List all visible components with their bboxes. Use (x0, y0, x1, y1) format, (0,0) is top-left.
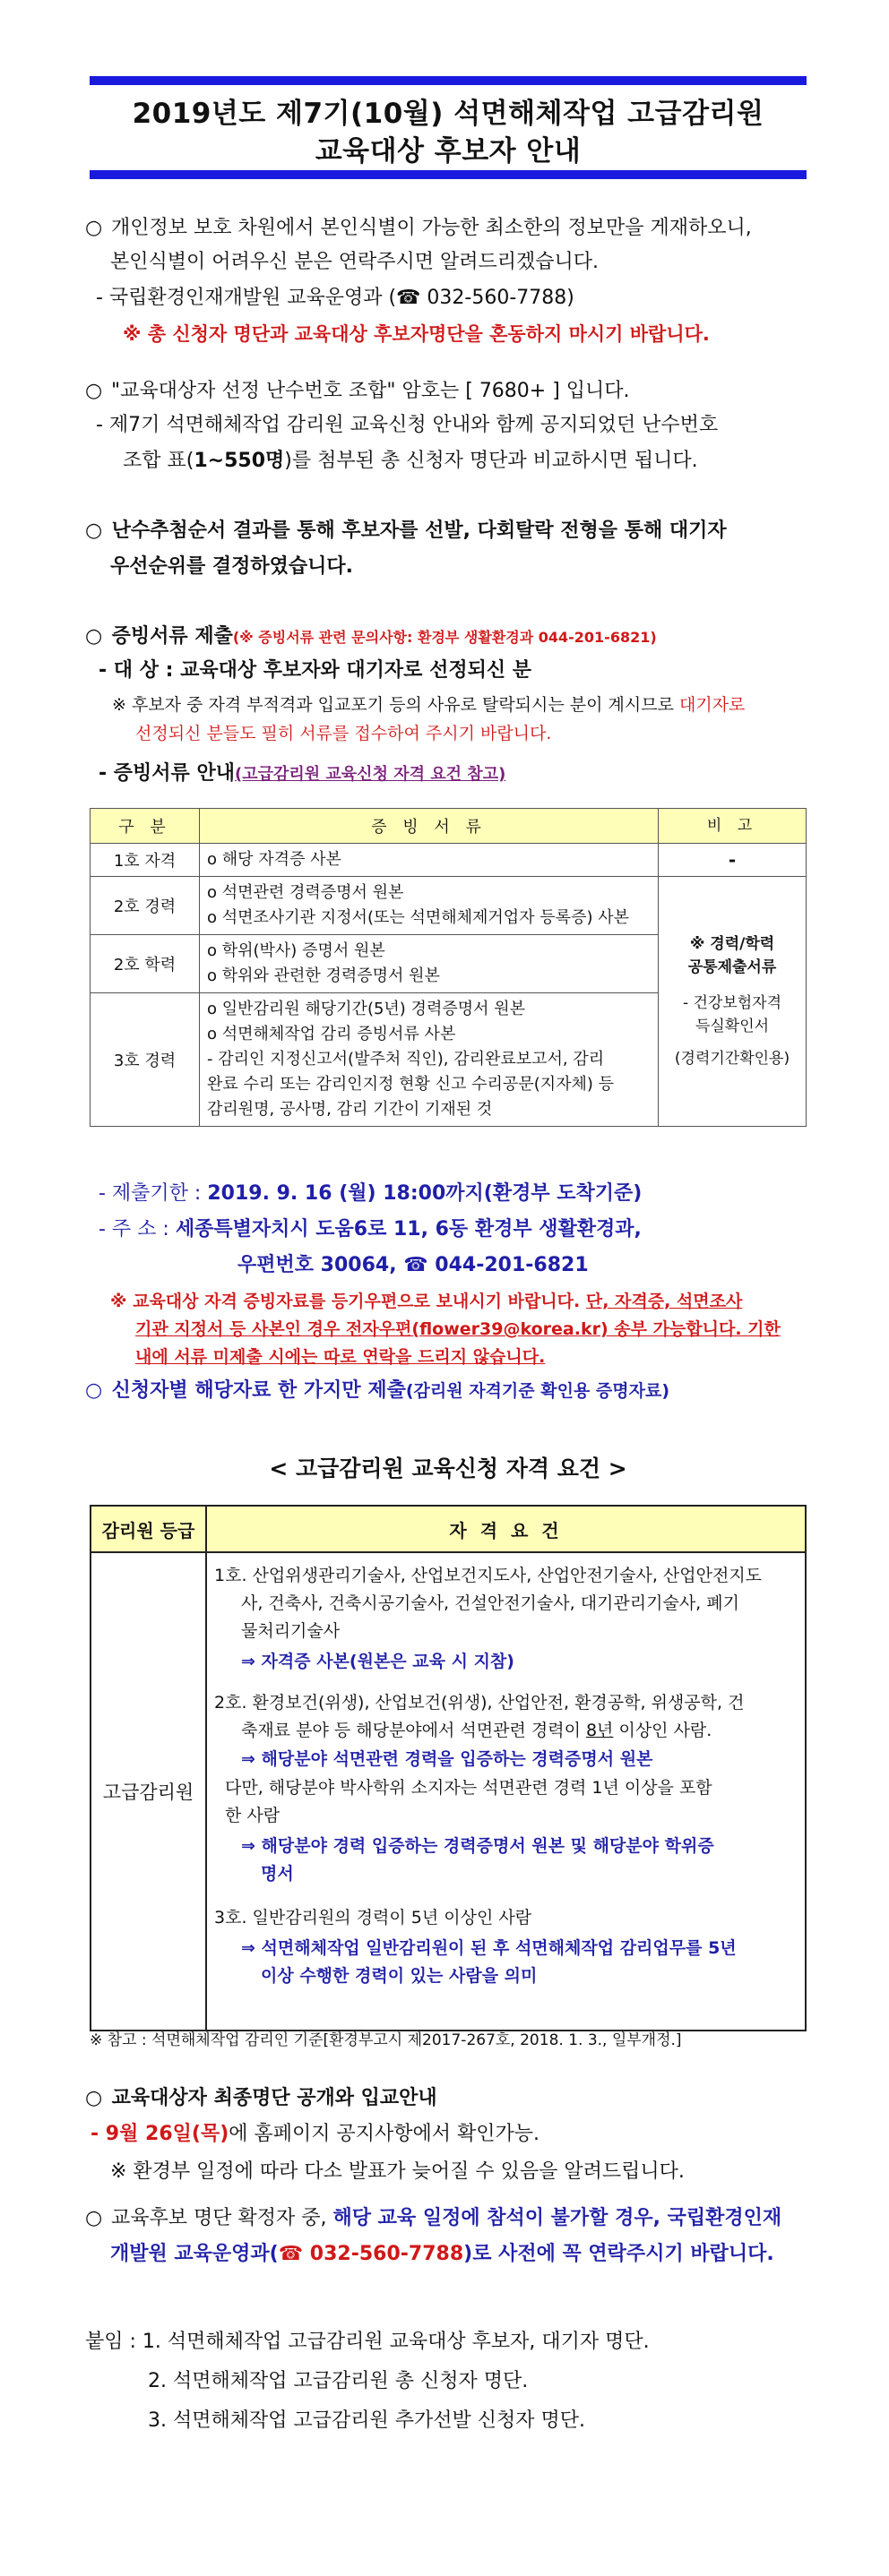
qual-item-2-arrow: ⇒ 해당분야 석면관련 경력을 입증하는 경력증명서 원본 (241, 1749, 653, 1769)
docs-row-item: o 해당 자격증 사본 (207, 850, 341, 869)
qual-header-grade: 감리원 등급 (91, 1506, 206, 1552)
final-date-dash: - (91, 2123, 106, 2145)
submission-target: - 대 상 : 교육대상 후보자와 대기자로 선정되신 분 (99, 659, 531, 682)
docs-row-item: o 학위와 관련한 경력증명서 원본 (207, 966, 440, 985)
qual-item-2-arrow: ⇒ 해당분야 경력 입증하는 경력증명서 원본 및 해당분야 학위증 (241, 1836, 714, 1856)
qual-item-2-line-end: 이상인 사람. (613, 1721, 712, 1740)
address-line-1: 세종특별자치시 도움6로 11, 6동 환경부 생활환경과, (175, 1218, 642, 1241)
confirm-phone: ☎ 032-560-7788 (278, 2243, 464, 2265)
table-row (91, 1552, 806, 2031)
table-row (91, 877, 807, 935)
deadline-label: - 제출기한 : (99, 1182, 202, 1205)
attachment-item: 1. 석면해체작업 고급감리원 교육대상 후보자, 대기자 명단. (142, 2331, 650, 2353)
bullet-circle: ○ (85, 625, 103, 648)
docs-header-note: 비 고 (659, 809, 807, 844)
address-label: - 주 소 : (99, 1218, 169, 1241)
mail-note-1: ※ 교육대상 자격 증빙자료를 등기우편으로 보내시기 바랍니다. (110, 1292, 586, 1311)
submission-heading: 증빙서류 제출 (111, 625, 233, 648)
bullet-circle: ○ (85, 519, 103, 542)
attachment-item: 2. 석면해체작업 고급감리원 총 신청자 명단. (148, 2370, 529, 2392)
docs-row-item: o 석면관련 경력증명서 원본 (207, 883, 404, 902)
submission-note-1-red: 대기자로 (678, 695, 746, 715)
submission-heading-note: (※ 증빙서류 관련 문의사항: 환경부 생활환경과 044-201-6821) (232, 629, 657, 646)
privacy-contact: - 국립환경인재개발원 교육운영과 (☎ 032-560-7788) (96, 287, 574, 309)
attachments-label: 붙임 : (85, 2331, 136, 2353)
docs-row-item: - 감리인 지정신고서(발주처 직인), 감리완료보고서, 감리 (207, 1050, 605, 1069)
mail-note-2: 기관 지정서 등 사본인 경우 전자우편( (135, 1319, 420, 1339)
submission-note-1: ※ 후보자 중 자격 부적격과 입교포기 등의 사유로 탈락되시는 분이 계시므로 (112, 695, 674, 715)
qual-item-1-arrow: ⇒ 자격증 사본(원본은 교육 시 지참) (241, 1652, 514, 1671)
qual-item-3-arrow-cont: 이상 수행한 경력이 있는 사람을 의미 (261, 1966, 538, 1986)
qual-item-2-years: 8년 (585, 1721, 614, 1740)
selection-line-1: 난수추첨순서 결과를 통해 후보자를 선발, 다회탈락 전형을 통해 대기자 (111, 519, 727, 542)
docs-common-note (659, 877, 807, 1127)
deadline-value: 2019. 9. 16 (월) 18:00까지(환경부 도착기준) (207, 1182, 643, 1205)
docs-row-item: 감리원명, 공사명, 감리 기간이 기재된 것 (207, 1100, 493, 1119)
final-date: 9월 26일(목) (105, 2123, 229, 2145)
qual-grade: 고급감리원 (91, 1552, 206, 2031)
docs-row-note: - (659, 844, 807, 877)
qual-item-3-line: 3호. 일반감리원의 경력이 5년 이상인 사람 (214, 1908, 532, 1928)
mail-note-3: 내에 서류 미제출 시에는 따로 연락을 드리지 않습니다. (135, 1347, 546, 1367)
qualification-reference: ※ 참고 : 석면해체작업 감리인 기준[환경부고시 제2017-267호, 2018. 1. 3., 일부개정.] (90, 2031, 682, 2049)
qual-header-row (91, 1506, 806, 1552)
title-top-bar (90, 76, 807, 85)
confirm-line-2: 개발원 교육운영과( (110, 2243, 279, 2265)
common-note-line: (경력기간확인용) (674, 1050, 790, 1068)
docs-header-category: 구 분 (91, 809, 200, 844)
mail-note-2-b: ) 송부 가능합니다. (600, 1319, 742, 1339)
qual-item-1-line: 사, 건축사, 건축시공기술사, 건설안전기술사, 대기관리기술사, 폐기 (241, 1593, 739, 1613)
random-line-3-pre: 조합 표( (123, 450, 194, 472)
docs-table-header-row (91, 809, 807, 844)
final-heading: 교육대상자 최종명단 공개와 입교안내 (111, 2087, 437, 2109)
privacy-line-2: 본인식별이 어려우신 분은 연락주시면 알려드리겠습니다. (110, 251, 600, 273)
qual-requirements-cell (206, 1552, 806, 2031)
docs-label: - 증빙서류 안내 (99, 762, 235, 785)
qual-item-1-line: 물처리기술사 (241, 1621, 341, 1641)
confirm-line-1: 교육후보 명단 확정자 중, (111, 2207, 333, 2229)
random-range: 1~550명 (194, 450, 285, 472)
random-line-2: - 제7기 석면해체작업 감리원 교육신청 안내와 함께 공지되었던 난수번호 (96, 414, 719, 436)
bullet-circle: ○ (85, 1379, 103, 1402)
confirm-line-1-b: 해당 교육 일정에 참석이 불가할 경우, 국립환경인재 (332, 2207, 782, 2229)
qualification-heading: < 고급감리원 교육신청 자격 요건 > (269, 1455, 627, 1481)
docs-label-ref: (고급감리원 교육신청 자격 요건 참고) (234, 765, 506, 784)
qualification-table (90, 1505, 807, 2031)
qual-item-2-line: 한 사람 (225, 1806, 281, 1825)
qual-item-2-line: 축재료 분야 등 해당분야에서 석면관련 경력이 (241, 1721, 586, 1740)
final-date-post: 에 홈페이지 공지사항에서 확인가능. (229, 2123, 540, 2145)
docs-row-item: o 석면조사기관 지정서(또는 석면해체제거업자 등록증) 사본 (207, 908, 629, 927)
privacy-warning: ※ 총 신청자 명단과 교육대상 후보자명단을 혼동하지 마시기 바랍니다. (123, 323, 710, 345)
docs-row-item: o 학위(박사) 증명서 원본 (207, 941, 385, 960)
qual-item-2-arrow-cont: 명서 (261, 1864, 294, 1884)
common-note-line: - 건강보험자격 (682, 994, 782, 1012)
title-bottom-bar (90, 170, 807, 179)
docs-row-category: 2호 학력 (91, 935, 200, 993)
docs-row-category: 2호 경력 (91, 877, 200, 935)
common-note-line: 공통제출서류 (687, 958, 777, 976)
docs-row-item: 완료 수리 또는 감리인지정 현황 신고 수리공문(지자체) 등 (207, 1075, 615, 1094)
bullet-circle: ○ (85, 2087, 103, 2109)
title-block (90, 76, 807, 179)
common-note-line: 득실확인서 (695, 1018, 770, 1035)
one-doc-note: 신청자별 해당자료 한 가지만 제출 (111, 1379, 406, 1402)
attachment-item: 3. 석면해체작업 고급감리원 추가선발 신청자 명단. (148, 2409, 585, 2432)
bullet-circle: ○ (85, 2207, 103, 2229)
qual-item-1-line: 1호. 산업위생관리기술사, 산업보건지도사, 산업안전기술사, 산업안전지도 (214, 1566, 763, 1585)
bullet-circle: ○ (85, 217, 103, 239)
docs-row-category: 3호 경력 (91, 993, 200, 1127)
docs-row-item: o 일반감리원 해당기간(5년) 경력증명서 원본 (207, 1000, 525, 1018)
selection-line-2: 우선순위를 결정하였습니다. (110, 555, 354, 578)
qual-header-requirements: 자 격 요 건 (206, 1506, 806, 1552)
final-schedule-note: ※ 환경부 일정에 따라 다소 발표가 늦어질 수 있음을 알려드립니다. (110, 2160, 685, 2183)
submission-note-2: 선정되신 분들도 필히 서류를 접수하여 주시기 바랍니다. (135, 724, 552, 743)
docs-header-docs: 증 빙 서 류 (200, 809, 659, 844)
random-line-3-post: )를 첨부된 총 신청자 명단과 비교하시면 됩니다. (284, 450, 698, 472)
random-line-1: "교육대상자 선정 난수번호 조합" 암호는 [ 7680+ ] 입니다. (111, 380, 630, 402)
docs-table (90, 808, 807, 1127)
address-line-2: 우편번호 30064, ☎ 044-201-6821 (237, 1254, 589, 1276)
docs-row-item: o 석면해체작업 감리 증빙서류 사본 (207, 1025, 456, 1043)
bullet-circle: ○ (85, 380, 103, 402)
one-doc-note-b: (감리원 자격기준 확인용 증명자료) (405, 1381, 670, 1401)
page-subtitle: 교육대상 후보자 안내 (315, 135, 582, 167)
confirm-line-2-b: )로 사전에 꼭 연락주시기 바랍니다. (463, 2243, 774, 2265)
qual-item-2-line: 다만, 해당분야 박사학위 소지자는 석면관련 경력 1년 이상을 포함 (225, 1778, 712, 1798)
mail-note-2-c: 기한 (741, 1319, 781, 1339)
mail-note-1-b: 단, 자격증, 석면조사 (585, 1292, 743, 1311)
table-row (91, 844, 807, 877)
qual-item-2-line: 2호. 환경보건(위생), 산업보건(위생), 산업안전, 환경공학, 위생공학, 건 (214, 1693, 745, 1713)
qual-item-3-arrow: ⇒ 석면해체작업 일반감리원이 된 후 석면해체작업 감리업무를 5년 (241, 1938, 737, 1958)
email-address: flower39@korea.kr (419, 1319, 600, 1339)
privacy-line-1: 개인정보 보호 차원에서 본인식별이 가능한 최소한의 정보만을 게재하오니, (111, 217, 752, 239)
common-note-line: ※ 경력/학력 (689, 935, 775, 953)
page-title: 2019년도 제7기(10월) 석면해체작업 고급감리원 (132, 98, 764, 130)
docs-row-category: 1호 자격 (91, 844, 200, 877)
